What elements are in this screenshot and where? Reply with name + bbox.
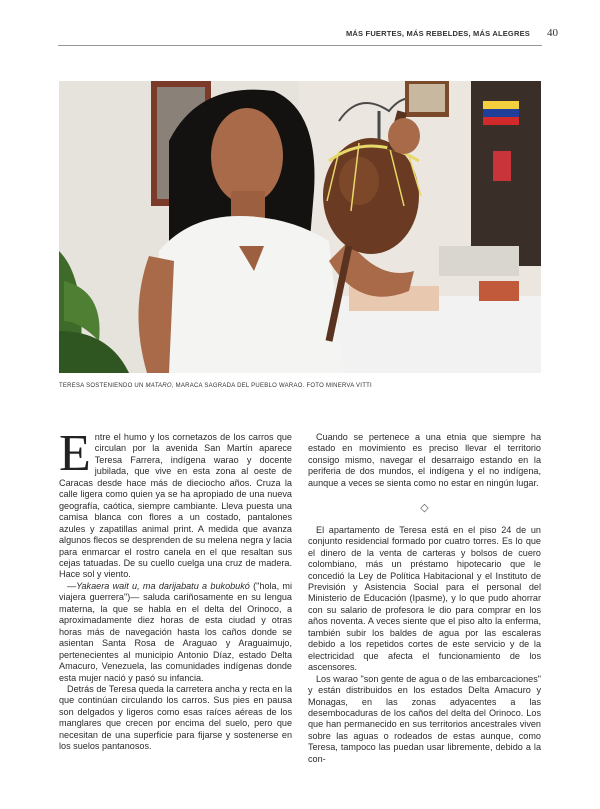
section-divider-icon: ◇ bbox=[420, 502, 429, 515]
article-paragraph: El apartamento de Teresa está en el piso 24 de un conjunto residencial formado por cuatro torres. Es lo que el dinero de la venta de carteras y bolsos de cuero colombiano, más un préstamo hipotecario que le concedió la Ley de Política Habitacional y el Instituto de Previsión y Asistencia Social para el personal del Ministerio de Educación (Ipasme), y lo que pudo ahorrar con su salario de profesora le dio para comprar en los años noventa. A veces siente que el piso alto la enferma, también subir los baldes de agua por las escaleras debido a los repetidos cortes de este servicio y de la electricidad que afecta el funcionamiento de los ascensores. bbox=[308, 524, 541, 673]
paragraph-text: ntre el humo y los cornetazos de los carros que circulan por la avenida San Martín aparece Teresa Farrera, indígena warao y docente jubilada, que vive en esta zona al oeste de Caracas desde hace más de dieciocho años. Cruza la calle ligera como quien ya se ha apropiado de una nueva geografía, caótica, siempre cambiante. Lleva puesta una camisa blanca con flores a un costado, pantalones azules y zapatillas animal print. A medida que avanza algunos flecos se desprenden de su melena negra y lacia para enmarcar el rostro canela en el que resaltan sus cejas tatuadas. De su cuello cuelga una cruz de madera. Hace sol y viento. bbox=[59, 432, 292, 580]
photo-caption bbox=[59, 383, 541, 389]
header-title: MÁS FUERTES, MÁS REBELDES, MÁS ALEGRES bbox=[345, 29, 530, 38]
caption-credit: , MARACA SAGRADA DEL PUEBLO WARAO. FOTO MINERVA VITTI bbox=[171, 383, 372, 389]
header-rule bbox=[58, 45, 542, 46]
photo-illustration bbox=[59, 81, 541, 373]
page-number: 40 bbox=[547, 27, 558, 39]
article-paragraph bbox=[59, 425, 292, 581]
article-paragraph: Detrás de Teresa queda la carretera ancha y recta en la que continúan circulando los carros. Sus pies en pausa son delgados y ligeros como esas raíces aéreas de los manglares que crecen por encima del suelo, pero que necesitan de una superficie para fijarse y sostenerse en los suelos pantanosos. bbox=[59, 683, 292, 752]
article-column-left bbox=[59, 425, 293, 753]
article-column-right bbox=[308, 432, 541, 765]
article-paragraph: Los warao "son gente de agua o de las embarcaciones" y están distribuidos en los estados Delta Amacuro y Monagas, en las zonas adyacentes a las desembocaduras de los caños del delta del Orinoco. Los que han permanecido en sus territorios ancestrales viven sobre las aguas o rodeados de estas aunque, como Teresa, tampoco las puedan usar libremente, debido a la con- bbox=[308, 673, 541, 764]
article-photo bbox=[59, 81, 541, 373]
running-header bbox=[58, 27, 558, 41]
paragraph-text: ("hola, mi viajera guerrera")— saluda cariñosamente en su lengua materna, la que se habla en el delta del Orinoco, a aproximadamente diez horas de esta ciudad y otras horas más de navegación hasta los caños donde se asientan Santa Rosa de Araguao y Araguaimujo, pertenecientes al municipio Antonio Díaz, estado Delta Amacuro, Venezuela, las comunidades indígenas donde esta mujer nació y pasó su infancia. bbox=[59, 580, 293, 683]
quote-italic: —Yakaera wait u, ma darijabatu a bukobukó bbox=[67, 580, 250, 591]
caption-text: TERESA SOSTENIENDO UN bbox=[59, 383, 146, 389]
caption-italic: MATARO bbox=[145, 383, 172, 389]
article-paragraph: Cuando se pertenece a una etnia que siempre ha estado en movimiento es preciso llevar el territorio consigo mismo, navegar el desarraigo estando en la periferia de dos mundos, el indígena y el no indígena, aunque a veces se sienta como no estar en ningún lugar. bbox=[308, 432, 541, 488]
drop-cap: E bbox=[59, 425, 91, 482]
article-paragraph bbox=[59, 581, 292, 684]
